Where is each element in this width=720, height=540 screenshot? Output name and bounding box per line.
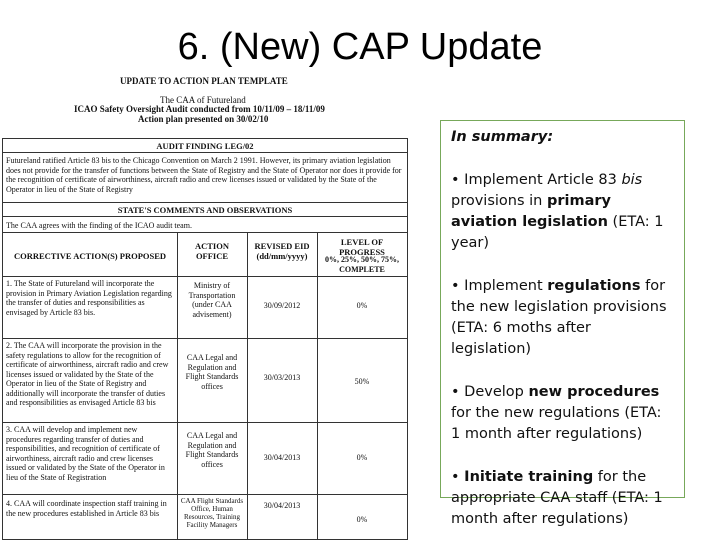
bullet-italic: bis — [621, 172, 643, 188]
column-divider — [247, 233, 248, 539]
document-audit-dates: ICAO Safety Oversight Audit conducted from 10/11/09 – 18/11/09 — [74, 104, 325, 114]
row-eid: 30/04/2013 — [263, 453, 301, 462]
bullet-emphasis: new procedures — [528, 384, 660, 400]
row-eid: 30/09/2012 — [263, 301, 301, 310]
bullet-text: • Implement Article 83 — [451, 172, 622, 188]
row-office: Ministry of Transportation (under CAA advisement) — [188, 281, 236, 319]
row-progress: 0% — [356, 301, 368, 310]
document-state: The CAA of Futureland — [160, 95, 246, 105]
column-header-progress: LEVEL OF PROGRESS — [339, 237, 385, 257]
table-row — [3, 495, 407, 540]
action-plan-document — [0, 74, 412, 540]
finding-title-row — [3, 139, 407, 153]
column-divider — [317, 233, 318, 539]
comments-title: STATE'S COMMENTS AND OBSERVATIONS — [117, 205, 293, 215]
summary-bullet-procedures — [451, 382, 674, 445]
column-header-row — [3, 233, 407, 277]
finding-text-row — [3, 153, 407, 203]
row-progress: 0% — [356, 453, 368, 462]
column-header-progress-scale: 0%, 25%, 50%, 75%, COMPLETE — [325, 255, 399, 274]
bullet-text: provisions in — [451, 193, 547, 209]
row-progress: 50% — [354, 377, 370, 386]
action-plan-table — [2, 138, 408, 540]
row-office: CAA Legal and Regulation and Flight Standards offices — [185, 353, 239, 391]
finding-title: AUDIT FINDING LEG/02 — [156, 141, 254, 151]
summary-bullet-training — [451, 467, 674, 530]
document-presented-date: Action plan presented on 30/02/10 — [138, 114, 269, 124]
column-divider — [177, 233, 178, 539]
row-office: CAA Flight Standards Office, Human Resources, Training Facility Managers — [180, 497, 244, 529]
row-action: 4. CAA will coordinate inspection staff training in the new procedures established in Article 83 bis — [6, 499, 167, 518]
row-action: 3. CAA will develop and implement new procedures regarding transfer of duties and responsibilities, and recognition of certificate of airworthiness, aircraft radio and crew licenses issued or validated by the State of the Operator in lieu of the State of Registration — [6, 425, 165, 482]
comments-text: The CAA agrees with the finding of the ICAO audit team. — [6, 221, 192, 230]
bullet-text: • Implement — [451, 278, 548, 294]
bullet-text: for the new legislation provisions (ETA: 6 moths after legislation) — [451, 278, 667, 357]
column-header-eid: REVISED EID (dd/mm/yyyy) — [254, 241, 310, 261]
row-action: 1. The State of Futureland will incorporate the provision in Primary Aviation Legislation regarding the transfer of duties and responsibilities as envisaged by Article 83 bis. — [6, 279, 172, 317]
bullet-emphasis: Initiate training — [464, 469, 594, 485]
column-header-actions: CORRECTIVE ACTION(S) PROPOSED — [13, 251, 167, 261]
table-row — [3, 423, 407, 495]
slide-title: 6. (New) CAP Update — [177, 26, 543, 68]
bullet-emphasis: regulations — [547, 278, 641, 294]
bullet-emphasis: primary aviation legislation — [451, 193, 611, 230]
column-header-office: ACTION OFFICE — [194, 241, 229, 261]
row-eid: 30/04/2013 — [263, 501, 301, 510]
row-eid: 30/03/2013 — [263, 373, 301, 382]
comments-text-row — [3, 217, 407, 233]
row-office: CAA Legal and Regulation and Flight Standards offices — [185, 431, 239, 469]
bullet-text: for the appropriate CAA staff (ETA: 1 month after regulations) — [451, 469, 663, 527]
row-progress: 0% — [356, 515, 368, 524]
row-action: 2. The CAA will incorporate the provision in the safety regulations to allow for the recognition of certificate of airworthiness, aircraft radio and crew licenses issued or validated by the State of the Operator in lieu of the State of Registry and additionally will incorporate the transfer of duties and responsibilities as envisaged Article 83 bis — [6, 341, 169, 407]
bullet-text: • — [451, 469, 465, 485]
table-row — [3, 277, 407, 339]
document-heading: UPDATE TO ACTION PLAN TEMPLATE — [120, 76, 288, 86]
table-row — [3, 339, 407, 423]
summary-box — [440, 120, 685, 527]
comments-title-row — [3, 203, 407, 217]
finding-text: Futureland ratified Article 83 bis to the Chicago Convention on March 2 1991. However, its primary aviation legislation does not provide for the transfer of functions between the State of Registry and the State of Operator nor does it provide for the recognition of certificate of airworthiness, aircraft radio and crew licenses issued or validated by the State of the Operator in lieu of the State of Registry — [6, 156, 402, 194]
bullet-text: for the new regulations (ETA: 1 month after regulations) — [451, 405, 662, 442]
summary-title: In summary: — [451, 129, 554, 145]
bullet-text: (ETA: 1 year) — [451, 214, 664, 251]
summary-bullet-legislation — [451, 170, 674, 254]
summary-bullet-regulations — [451, 276, 674, 360]
bullet-text: • Develop — [451, 384, 529, 400]
